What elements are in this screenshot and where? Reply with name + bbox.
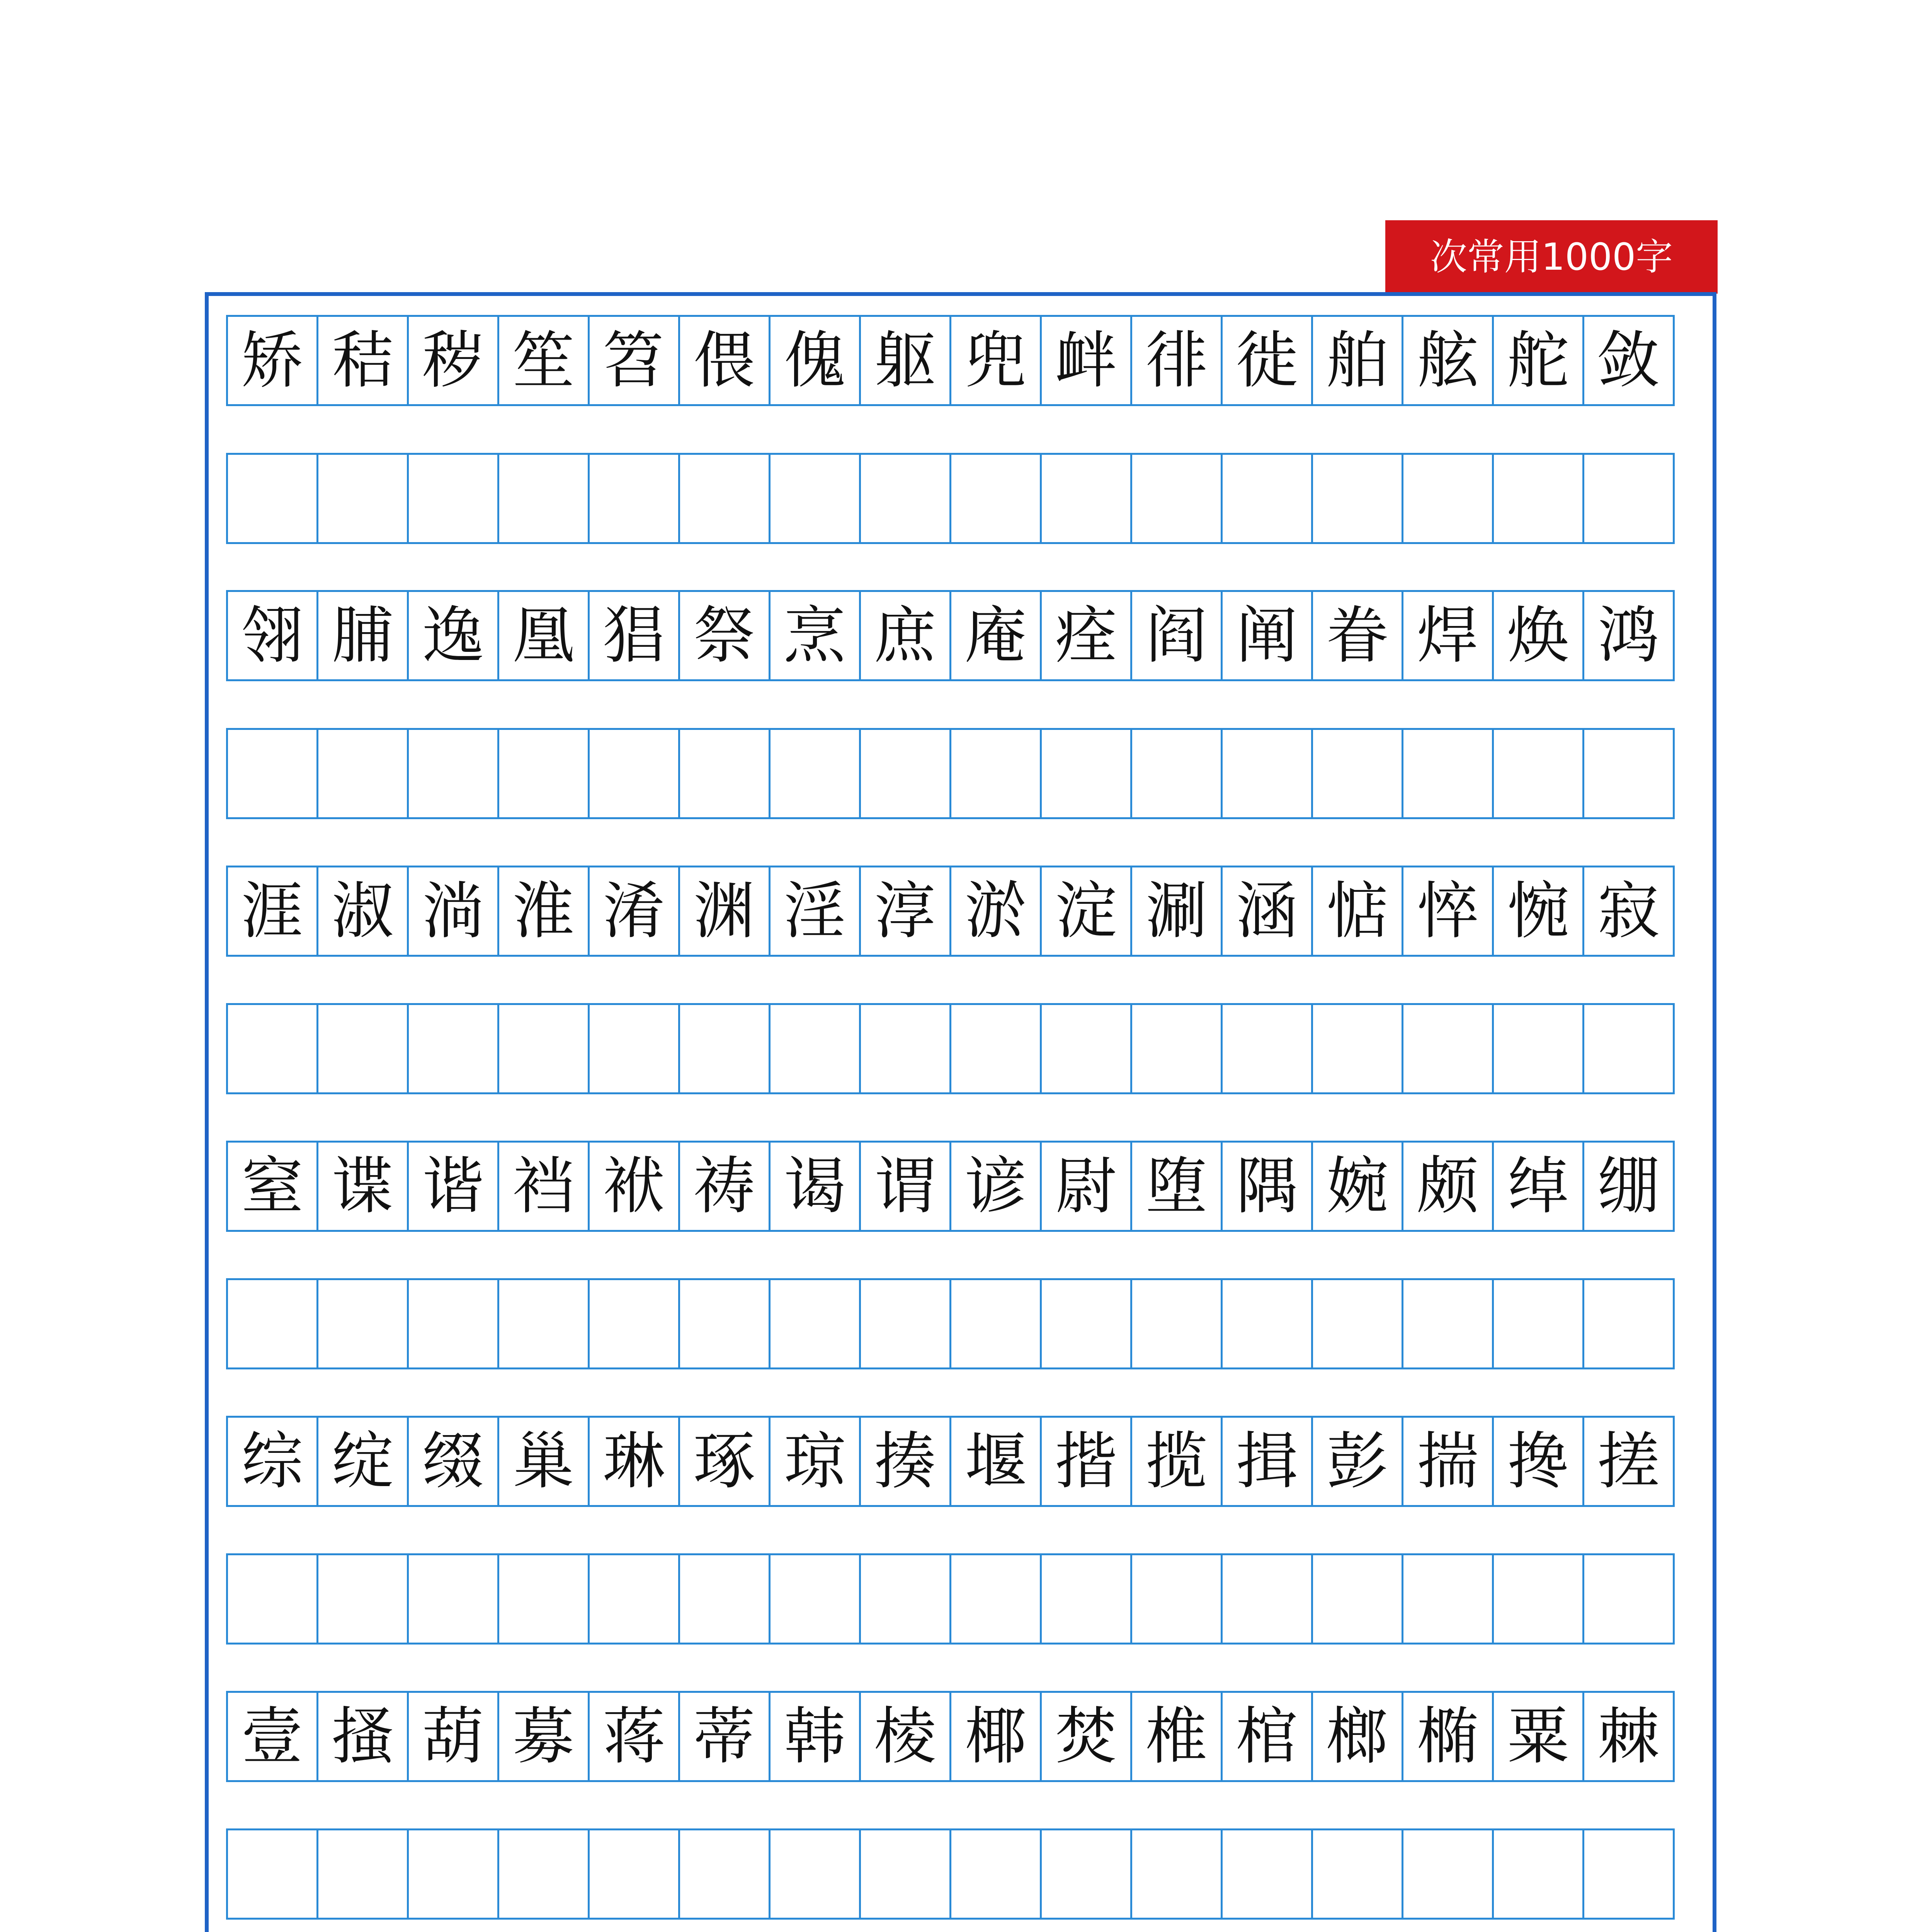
- blank-cell: [1040, 1553, 1132, 1645]
- character-cell: 裆: [497, 1141, 590, 1232]
- character-cell: 琳: [588, 1416, 680, 1507]
- blank-cell: [859, 453, 951, 544]
- blank-cell: [407, 728, 499, 819]
- blank-practice-row: [226, 453, 1673, 546]
- blank-cell: [1040, 1003, 1132, 1094]
- blank-cell: [678, 1553, 771, 1645]
- blank-cell: [226, 1553, 318, 1645]
- character-cell: 淳: [859, 866, 951, 957]
- blank-cell: [1040, 453, 1132, 544]
- blank-cell: [1040, 1828, 1132, 1920]
- blank-cell: [226, 728, 318, 819]
- character-cell: 秽: [407, 315, 499, 406]
- blank-cell: [678, 1003, 771, 1094]
- blank-cell: [859, 1278, 951, 1369]
- character-cell: 揽: [1130, 1416, 1223, 1507]
- character-cell: 笙: [497, 315, 590, 406]
- blank-cell: [1040, 1278, 1132, 1369]
- character-row: [226, 866, 1673, 958]
- blank-cell: [588, 1003, 680, 1094]
- character-cell: 绰: [1492, 1141, 1584, 1232]
- character-cell: 痊: [1040, 590, 1132, 681]
- character-cell: 猖: [588, 590, 680, 681]
- blank-cell: [497, 1553, 590, 1645]
- character-cell: 揖: [1221, 1416, 1313, 1507]
- blank-cell: [1221, 1003, 1313, 1094]
- character-cell: 祷: [678, 1141, 771, 1232]
- blank-cell: [497, 453, 590, 544]
- character-cell: 谐: [407, 1141, 499, 1232]
- blank-cell: [588, 1553, 680, 1645]
- character-cell: 淫: [769, 866, 861, 957]
- character-row: [226, 1691, 1673, 1784]
- character-cell: 惋: [1492, 866, 1584, 957]
- category-badge: 次常用1000字: [1385, 220, 1718, 294]
- blank-cell: [226, 1828, 318, 1920]
- character-cell: 寂: [1582, 866, 1675, 957]
- blank-cell: [1130, 728, 1223, 819]
- blank-cell: [1311, 1278, 1403, 1369]
- blank-cell: [1221, 1828, 1313, 1920]
- blank-cell: [678, 1828, 771, 1920]
- blank-cell: [1311, 453, 1403, 544]
- character-cell: 阐: [1221, 590, 1313, 681]
- character-cell: 衅: [1040, 315, 1132, 406]
- character-cell: 躯: [859, 315, 951, 406]
- blank-cell: [1221, 1278, 1313, 1369]
- blank-cell: [407, 1828, 499, 1920]
- character-cell: 舶: [1311, 315, 1403, 406]
- blank-cell: [407, 453, 499, 544]
- blank-cell: [1492, 1553, 1584, 1645]
- character-cell: 涯: [226, 866, 318, 957]
- character-cell: 搓: [1582, 1416, 1675, 1507]
- blank-cell: [949, 1003, 1042, 1094]
- character-cell: 揣: [1402, 1416, 1494, 1507]
- character-cell: 隅: [1221, 1141, 1313, 1232]
- character-cell: 搀: [1492, 1416, 1584, 1507]
- blank-cell: [1040, 728, 1132, 819]
- character-cell: 棘: [1582, 1691, 1675, 1782]
- blank-cell: [678, 453, 771, 544]
- blank-cell: [1130, 1003, 1223, 1094]
- character-cell: 棺: [1221, 1691, 1313, 1782]
- blank-cell: [949, 1278, 1042, 1369]
- blank-cell: [497, 1278, 590, 1369]
- character-cell: 蒋: [588, 1691, 680, 1782]
- blank-cell: [226, 453, 318, 544]
- blank-cell: [949, 1828, 1042, 1920]
- blank-cell: [1311, 728, 1403, 819]
- character-cell: 淀: [1040, 866, 1132, 957]
- blank-cell: [588, 1828, 680, 1920]
- blank-cell: [1492, 1003, 1584, 1094]
- blank-cell: [769, 1278, 861, 1369]
- blank-cell: [497, 1828, 590, 1920]
- blank-cell: [1402, 1828, 1494, 1920]
- character-cell: 凰: [497, 590, 590, 681]
- character-cell: 淑: [316, 866, 409, 957]
- blank-cell: [316, 1003, 409, 1094]
- blank-cell: [949, 453, 1042, 544]
- blank-cell: [407, 1553, 499, 1645]
- character-cell: 舵: [1492, 315, 1584, 406]
- character-cell: 缀: [407, 1416, 499, 1507]
- blank-cell: [678, 1278, 771, 1369]
- blank-cell: [769, 1003, 861, 1094]
- blank-cell: [1130, 1828, 1223, 1920]
- character-cell: 谍: [316, 1141, 409, 1232]
- character-cell: 谒: [769, 1141, 861, 1232]
- blank-cell: [588, 453, 680, 544]
- character-cell: 堕: [1130, 1141, 1223, 1232]
- blank-cell: [1221, 1553, 1313, 1645]
- blank-cell: [859, 1003, 951, 1094]
- character-cell: 笤: [588, 315, 680, 406]
- blank-cell: [316, 1553, 409, 1645]
- character-cell: 谓: [859, 1141, 951, 1232]
- character-cell: 鸿: [1582, 590, 1675, 681]
- character-cell: 逸: [407, 590, 499, 681]
- character-cell: 矫: [226, 315, 318, 406]
- character-cell: 巢: [497, 1416, 590, 1507]
- blank-cell: [1402, 1278, 1494, 1369]
- blank-cell: [949, 1553, 1042, 1645]
- blank-practice-row: [226, 1553, 1673, 1646]
- character-cell: 庶: [859, 590, 951, 681]
- character-cell: 阎: [1130, 590, 1223, 681]
- character-cell: 淌: [407, 866, 499, 957]
- character-cell: 绽: [316, 1416, 409, 1507]
- character-cell: 秸: [316, 315, 409, 406]
- blank-practice-row: [226, 728, 1673, 821]
- character-cell: 敛: [1582, 315, 1675, 406]
- blank-cell: [1582, 728, 1675, 819]
- blank-cell: [1130, 453, 1223, 544]
- character-cell: 兜: [949, 315, 1042, 406]
- character-cell: 淆: [588, 866, 680, 957]
- character-cell: 眷: [1311, 590, 1403, 681]
- blank-cell: [1492, 1278, 1584, 1369]
- character-cell: 偎: [678, 315, 771, 406]
- blank-cell: [1402, 728, 1494, 819]
- character-cell: 椎: [1130, 1691, 1223, 1782]
- character-row: [226, 1416, 1673, 1509]
- blank-cell: [1582, 1278, 1675, 1369]
- blank-cell: [769, 1553, 861, 1645]
- character-cell: 蒂: [678, 1691, 771, 1782]
- blank-cell: [1402, 1553, 1494, 1645]
- blank-cell: [1582, 1003, 1675, 1094]
- character-cell: 焊: [1402, 590, 1494, 681]
- blank-cell: [1311, 1553, 1403, 1645]
- character-cell: 颇: [1402, 1141, 1494, 1232]
- blank-cell: [769, 728, 861, 819]
- character-cell: 徘: [1130, 315, 1223, 406]
- blank-cell: [1492, 728, 1584, 819]
- character-cell: 舷: [1402, 315, 1494, 406]
- character-cell: 悴: [1402, 866, 1494, 957]
- character-cell: 揍: [859, 1416, 951, 1507]
- character-cell: 棱: [859, 1691, 951, 1782]
- blank-cell: [316, 1278, 409, 1369]
- character-cell: 庵: [949, 590, 1042, 681]
- blank-cell: [769, 1828, 861, 1920]
- blank-cell: [316, 453, 409, 544]
- character-cell: 榔: [1311, 1691, 1403, 1782]
- blank-cell: [226, 1003, 318, 1094]
- character-cell: 焕: [1492, 590, 1584, 681]
- blank-cell: [1311, 1828, 1403, 1920]
- character-cell: 绷: [1582, 1141, 1675, 1232]
- blank-practice-row: [226, 1828, 1673, 1921]
- character-cell: 椰: [949, 1691, 1042, 1782]
- character-cell: 徙: [1221, 315, 1313, 406]
- blank-cell: [1492, 1828, 1584, 1920]
- blank-cell: [1582, 1828, 1675, 1920]
- character-cell: 涮: [1130, 866, 1223, 957]
- blank-cell: [1402, 1003, 1494, 1094]
- blank-cell: [859, 728, 951, 819]
- blank-cell: [859, 1553, 951, 1645]
- character-cell: 惦: [1311, 866, 1403, 957]
- blank-cell: [1582, 1553, 1675, 1645]
- character-cell: 涵: [1221, 866, 1313, 957]
- blank-cell: [316, 1828, 409, 1920]
- blank-cell: [316, 728, 409, 819]
- character-cell: 淮: [497, 866, 590, 957]
- character-cell: 傀: [769, 315, 861, 406]
- blank-cell: [1130, 1553, 1223, 1645]
- blank-cell: [226, 1278, 318, 1369]
- blank-cell: [1130, 1278, 1223, 1369]
- blank-cell: [1492, 453, 1584, 544]
- character-cell: 壹: [226, 1691, 318, 1782]
- character-cell: 椭: [1402, 1691, 1494, 1782]
- blank-practice-row: [226, 1278, 1673, 1371]
- character-cell: 琢: [678, 1416, 771, 1507]
- blank-cell: [407, 1278, 499, 1369]
- character-cell: 韩: [769, 1691, 861, 1782]
- blank-cell: [497, 1003, 590, 1094]
- blank-cell: [769, 453, 861, 544]
- character-cell: 焚: [1040, 1691, 1132, 1782]
- character-cell: 尉: [1040, 1141, 1132, 1232]
- character-cell: 彭: [1311, 1416, 1403, 1507]
- character-cell: 葫: [407, 1691, 499, 1782]
- character-cell: 琼: [769, 1416, 861, 1507]
- blank-practice-row: [226, 1003, 1673, 1096]
- blank-cell: [588, 1278, 680, 1369]
- character-cell: 淤: [949, 866, 1042, 957]
- character-cell: 婉: [1311, 1141, 1403, 1232]
- character-cell: 祭: [678, 590, 771, 681]
- character-cell: 堰: [949, 1416, 1042, 1507]
- character-cell: 烹: [769, 590, 861, 681]
- blank-cell: [949, 728, 1042, 819]
- character-cell: 综: [226, 1416, 318, 1507]
- blank-cell: [1221, 728, 1313, 819]
- character-cell: 搔: [316, 1691, 409, 1782]
- character-cell: 揩: [1040, 1416, 1132, 1507]
- character-cell: 粟: [1492, 1691, 1584, 1782]
- blank-cell: [859, 1828, 951, 1920]
- character-cell: 谚: [949, 1141, 1042, 1232]
- character-cell: 渊: [678, 866, 771, 957]
- character-cell: 翎: [226, 590, 318, 681]
- character-cell: 募: [497, 1691, 590, 1782]
- blank-cell: [678, 728, 771, 819]
- blank-cell: [1221, 453, 1313, 544]
- blank-cell: [1402, 453, 1494, 544]
- blank-cell: [497, 728, 590, 819]
- blank-cell: [1311, 1003, 1403, 1094]
- blank-cell: [1582, 453, 1675, 544]
- blank-cell: [407, 1003, 499, 1094]
- character-cell: 窒: [226, 1141, 318, 1232]
- character-cell: 袱: [588, 1141, 680, 1232]
- blank-cell: [588, 728, 680, 819]
- character-row: [226, 315, 1673, 408]
- character-row: [226, 590, 1673, 683]
- character-row: [226, 1141, 1673, 1233]
- character-cell: 脯: [316, 590, 409, 681]
